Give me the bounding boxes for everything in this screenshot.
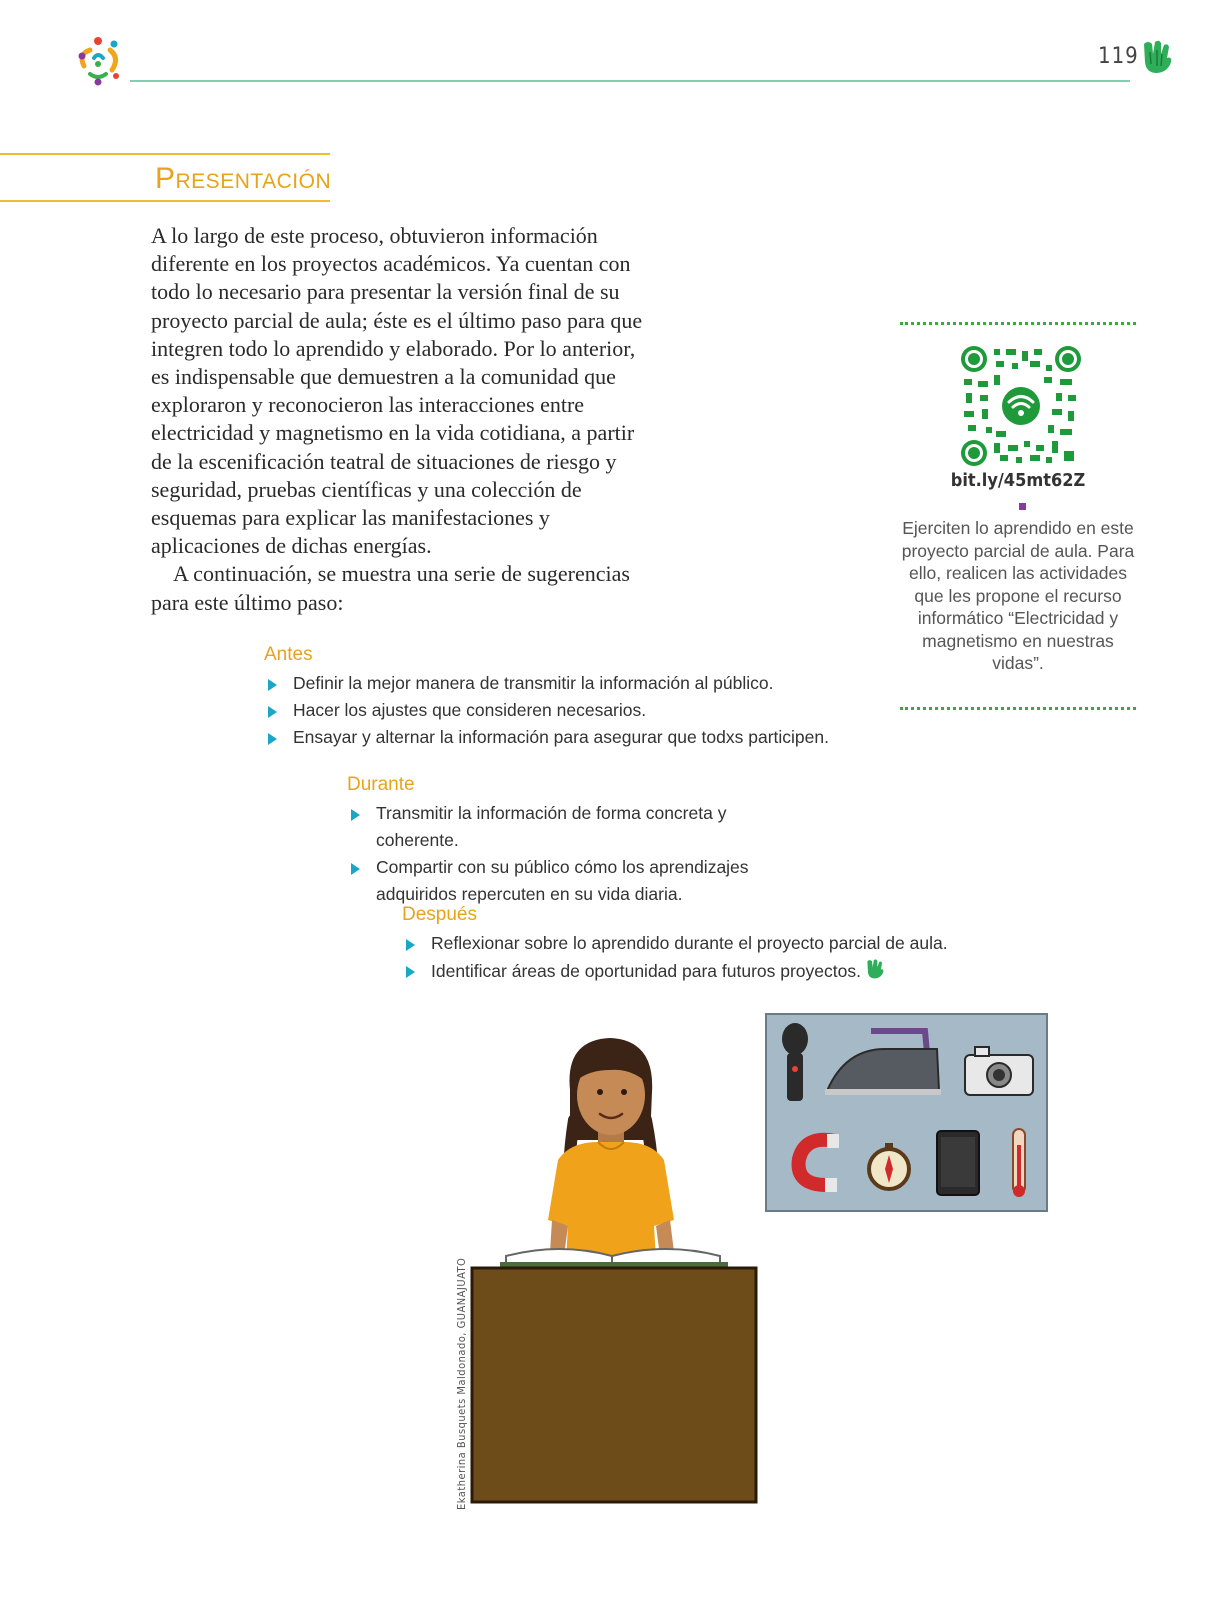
list-item-text: Compartir con su público cómo los aprendizajes adquiridos repercuten en su vida diaria. bbox=[376, 857, 749, 904]
intro-paragraph-2: A continuación, se muestra una serie de sugerencias para este último paso: bbox=[151, 561, 630, 615]
list-item bbox=[264, 697, 829, 724]
sidebar-dotted-rule-top bbox=[900, 322, 1136, 325]
bullet-triangle-icon bbox=[406, 939, 415, 951]
list-item-text: Identificar áreas de oportunidad para futuros proyectos. bbox=[431, 961, 861, 981]
phone-icon bbox=[937, 1131, 979, 1195]
page-number: 119 bbox=[1098, 44, 1139, 69]
intro-text bbox=[151, 222, 651, 617]
intro-paragraph-1: A lo largo de este proceso, obtuvieron información diferente en los proyectos académicos. Ya cuentan con todo lo necesario para presentar la versión final de su proyecto parcial de aula; éste es el último paso para que integren todo lo aprendido y elaborado. Por lo anterior, es indispensable que demuestren a la comunidad que exploraron y reconocieron las interacciones entre electricidad y magnetismo en la vida cotidiana, a partir de la escenificación teatral de situaciones de riesgo y seguridad, pruebas científicas y una colección de esquemas para explicar las manifestaciones y aplicaciones de dichas energías. bbox=[151, 223, 643, 559]
bullet-triangle-icon bbox=[268, 679, 277, 691]
qr-code-icon[interactable] bbox=[960, 345, 1082, 467]
list-item bbox=[347, 854, 777, 908]
camera-icon bbox=[965, 1047, 1033, 1095]
list-item bbox=[402, 930, 948, 957]
resource-link[interactable]: bit.ly/45mt62Z bbox=[950, 470, 1086, 491]
list-item-text: Definir la mejor manera de transmitir la información al público. bbox=[293, 673, 774, 693]
header-divider bbox=[130, 80, 1130, 82]
antes-title: Antes bbox=[264, 644, 313, 665]
purple-square-marker bbox=[1019, 503, 1026, 510]
green-hand-end-icon bbox=[865, 957, 885, 981]
bullet-triangle-icon bbox=[351, 809, 360, 821]
bullet-triangle-icon bbox=[406, 966, 415, 978]
colorful-dots-logo-icon bbox=[70, 32, 126, 88]
list-item bbox=[264, 670, 829, 697]
antes-list bbox=[264, 644, 829, 751]
sidebar-dotted-rule-bottom bbox=[900, 707, 1136, 710]
sidebar-description: Ejerciten lo aprendido en este proyecto parcial de aula. Para ello, realicen las actividades que les propone el recurso informático “Electricidad y magnetismo en nuestras vidas”. bbox=[901, 518, 1135, 673]
durante-list bbox=[347, 774, 777, 908]
bullet-triangle-icon bbox=[268, 733, 277, 745]
list-item-text: Transmitir la información de forma concreta y coherente. bbox=[376, 803, 727, 850]
despues-list bbox=[402, 904, 948, 985]
list-item-text: Hacer los ajustes que consideren necesarios. bbox=[293, 700, 647, 720]
bullet-triangle-icon bbox=[351, 863, 360, 875]
electric-objects-panel-illustration bbox=[765, 1013, 1048, 1212]
list-item-text: Reflexionar sobre lo aprendido durante el proyecto parcial de aula. bbox=[431, 933, 948, 953]
list-item-text: Ensayar y alternar la información para asegurar que todxs participen. bbox=[293, 727, 829, 747]
list-item bbox=[264, 724, 829, 751]
green-hand-icon bbox=[1140, 38, 1174, 76]
heading-rule-top bbox=[0, 153, 330, 155]
girl-reading-at-desk-illustration bbox=[470, 1030, 770, 1520]
illustration-credit: Ekatherina Busquets Maldonado, GUANAJUATO bbox=[455, 1257, 468, 1510]
durante-title: Durante bbox=[347, 774, 415, 795]
list-item bbox=[347, 800, 777, 854]
thermometer-icon bbox=[1013, 1129, 1025, 1197]
bullet-triangle-icon bbox=[268, 706, 277, 718]
section-title: Presentación bbox=[155, 162, 332, 195]
heading-rule-bottom bbox=[0, 200, 330, 202]
despues-title: Después bbox=[402, 904, 477, 925]
list-item bbox=[402, 957, 948, 985]
